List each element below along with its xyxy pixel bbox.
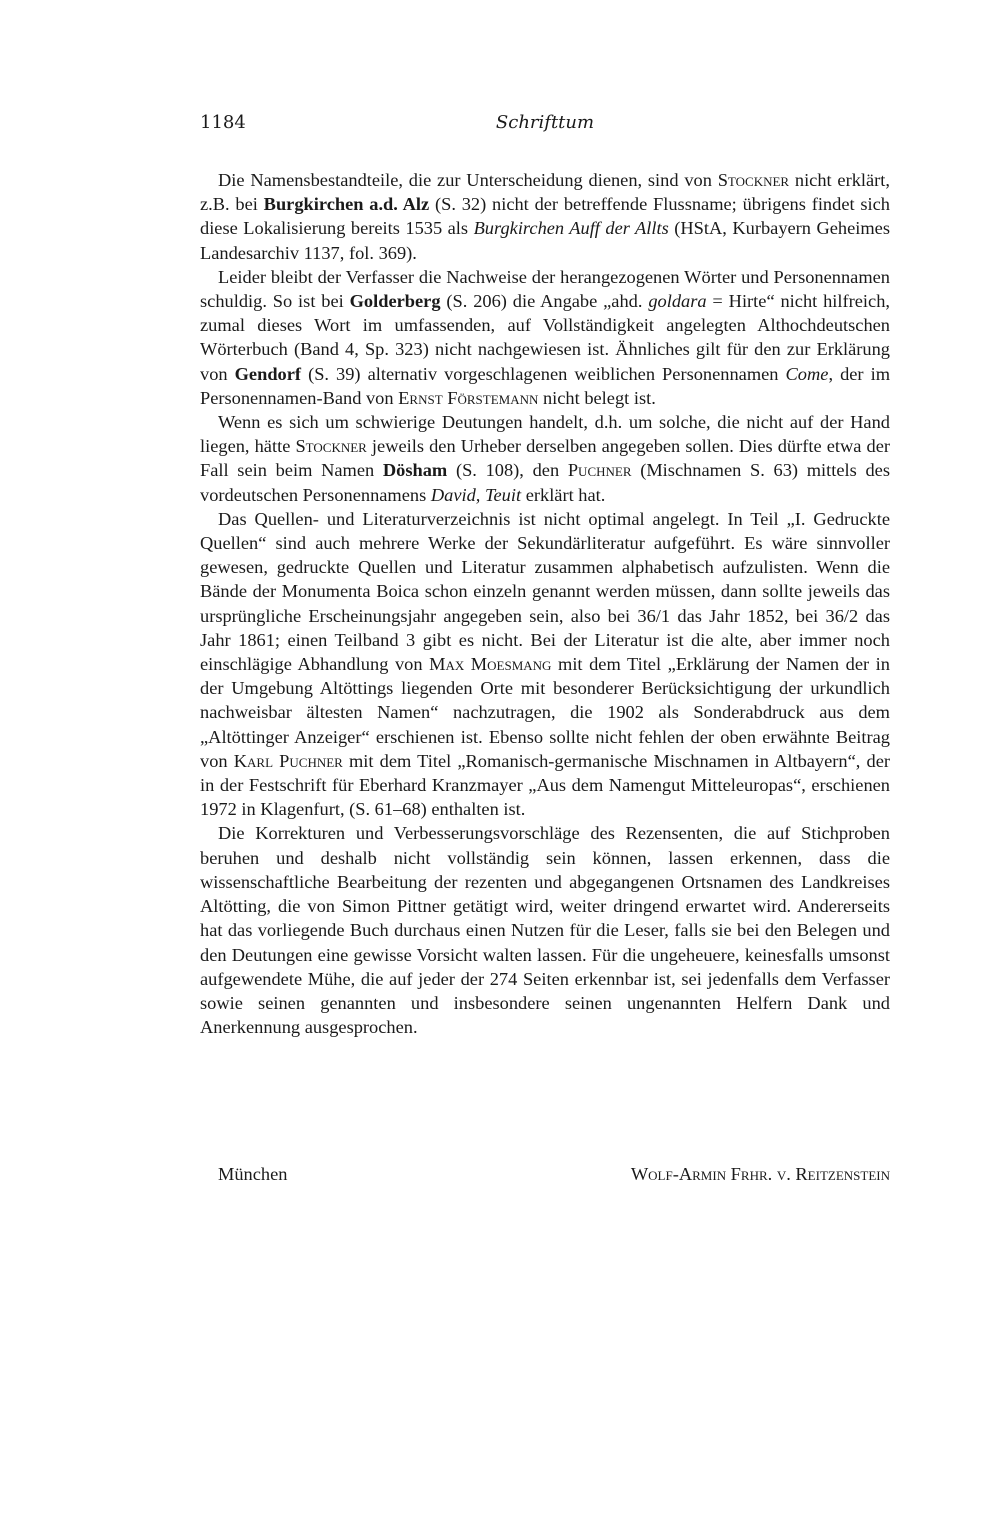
signature-line (200, 1164, 890, 1190)
signature-author: Wolf-Armin Frhr. v. Reitzenstein (630, 1164, 890, 1184)
text-run: jeweils den Urheber derselben angegeben sollen. Dies dürfte etwa der Fall sein beim Namen (200, 436, 891, 481)
text-run-sc: Stockner (295, 436, 367, 457)
text-run: Wenn es sich um schwierige Deutungen handelt, d.h. um solche, die nicht auf der Hand liegen, hätte (200, 412, 890, 457)
text-run: Das Quellen- und Literaturverzeichnis ist nicht optimal angelegt. In Teil „I. Gedruckte Quellen“ sind auch mehrere Werke der Sekundärliteratur aufgeführt. Es wäre sinnvoller gewesen, gedruckte Quellen und Literatur zusammen alphabetisch aufzulisten. Wenn die Bände der Monumenta Boica schon einzeln genannt werden müssen, dann sollte jeweils das ursprüngliche Erscheinungsjahr angegeben sein, also bei 36/1 das Jahr 1852, bei 36/2 das Jahr 1861; einen Teilband 3 gibt es nicht. Bei der Literatur ist die alte, aber immer noch einschlägige Abhandlung von (200, 508, 890, 675)
text-run-sc: Ernst Förstemann (398, 387, 539, 408)
text-run: (S. 108), den (447, 460, 568, 481)
text-run-i: Burgkirchen Auff der Allts (473, 218, 669, 239)
text-run-b: Dösham (382, 460, 448, 481)
text-run: mit dem Titel „Romanisch-germanische Mischnamen in Altbayern“, der in der Festschrift für Eberhard Kranzmayer „Aus dem Namengut Mitteleuropas“, erschienen 1972 in Klagenfurt, (S. 61–68) enthalten ist. (200, 750, 890, 820)
paragraph (200, 265, 890, 410)
review-body-text (200, 168, 890, 1039)
text-run-i: goldara (648, 291, 707, 312)
signature-place: München (218, 1164, 288, 1184)
text-run: nicht belegt ist. (538, 387, 656, 408)
text-run: (S. 32) nicht der betreffende Flussname; übrigens findet sich diese Lokalisierung bereits 1535 als (200, 194, 891, 239)
paragraph (200, 410, 890, 507)
text-run: (Mischnamen S. 63) mittels des vordeutschen Personennamens (200, 460, 890, 505)
text-run-sc: Stockner (717, 170, 790, 190)
text-run: mit dem Titel „Erklärung der Namen der in der Umgebung Altöttings liegenden Orte mit besonderer Berücksichtigung der urkundlich nachweisbar ältesten Namen“ nachzutragen, die 1902 als Sonderabdruck aus dem „Altöttinger Anzeiger“ erschienen ist. Ebenso sollte nicht fehlen der oben erwähnte Beitrag von (200, 654, 890, 771)
page-number: 1184 (200, 112, 246, 133)
text-run: Die Korrekturen und Verbesserungsvorschläge des Rezensenten, die auf Stichproben beruhen und deshalb nicht vollständig sein können, lassen erkennen, dass die wissenschaftliche Bearbeitung der rezenten und abgegangenen Ortsnamen des Landkreises Altötting, die von Simon Pittner getätigt wird, weiter dringend erwartet wird. Andererseits hat das vorliegende Buch durchaus einen Nutzen für die Leser, falls sie bei den Belegen und den Deutungen eine gewisse Vorsicht walten lassen. Für die ungeheuere, keinesfalls umsonst aufgewendete Mühe, die auf jeder der 274 Seiten erkennbar ist, sei jedenfalls dem Verfasser sowie seinen genannten und insbesondere seinen ungenannten Helfern Dank und Anerkennung ausgesprochen. (200, 823, 890, 1038)
text-run-b: Burgkirchen a.d. Alz (263, 194, 430, 215)
text-run-i: Come (785, 363, 829, 384)
text-run: = Hirte“ nicht hilfreich, zumal dieses Wort im umfassenden, auf Vollständigkeit angelegten Althochdeutschen Wörterbuch (Band 4, Sp. 323) nicht nachgewiesen ist. Ähnliches gilt für den zur Erklärung von (200, 291, 890, 384)
text-run: (S. 39) alternativ vorgeschlagenen weiblichen Personennamen (301, 363, 786, 384)
text-run: (S. 206) die Angabe „ahd. (440, 291, 649, 312)
page-header (200, 112, 890, 140)
text-run: , der im Personennamen-Band von (200, 363, 890, 408)
text-run: Leider bleibt der Verfasser die Nachweise der herangezogenen Wörter und Personennamen schuldig. So ist bei (200, 266, 890, 312)
text-run-i: David, Teuit (430, 484, 522, 505)
text-run-sc: Puchner (567, 460, 632, 481)
paragraph (200, 507, 890, 822)
running-title: Schrifttum (495, 112, 595, 133)
paragraph (200, 821, 890, 1039)
paragraph (200, 168, 890, 265)
text-run: erklärt hat. (521, 484, 606, 505)
text-run: Die Namensbestandteile, die zur Unterscheidung dienen, sind von (218, 170, 718, 190)
text-run: (HStA, Kurbayern Geheimes Landesarchiv 1137, fol. 369). (200, 218, 891, 263)
text-run: nicht erklärt, z.B. bei (200, 170, 891, 215)
text-run-sc: Karl Puchner (233, 750, 343, 771)
text-run-b: Gendorf (234, 363, 302, 384)
text-run-sc: Max Moesmang (429, 654, 552, 675)
text-run-b: Golderberg (349, 291, 441, 312)
